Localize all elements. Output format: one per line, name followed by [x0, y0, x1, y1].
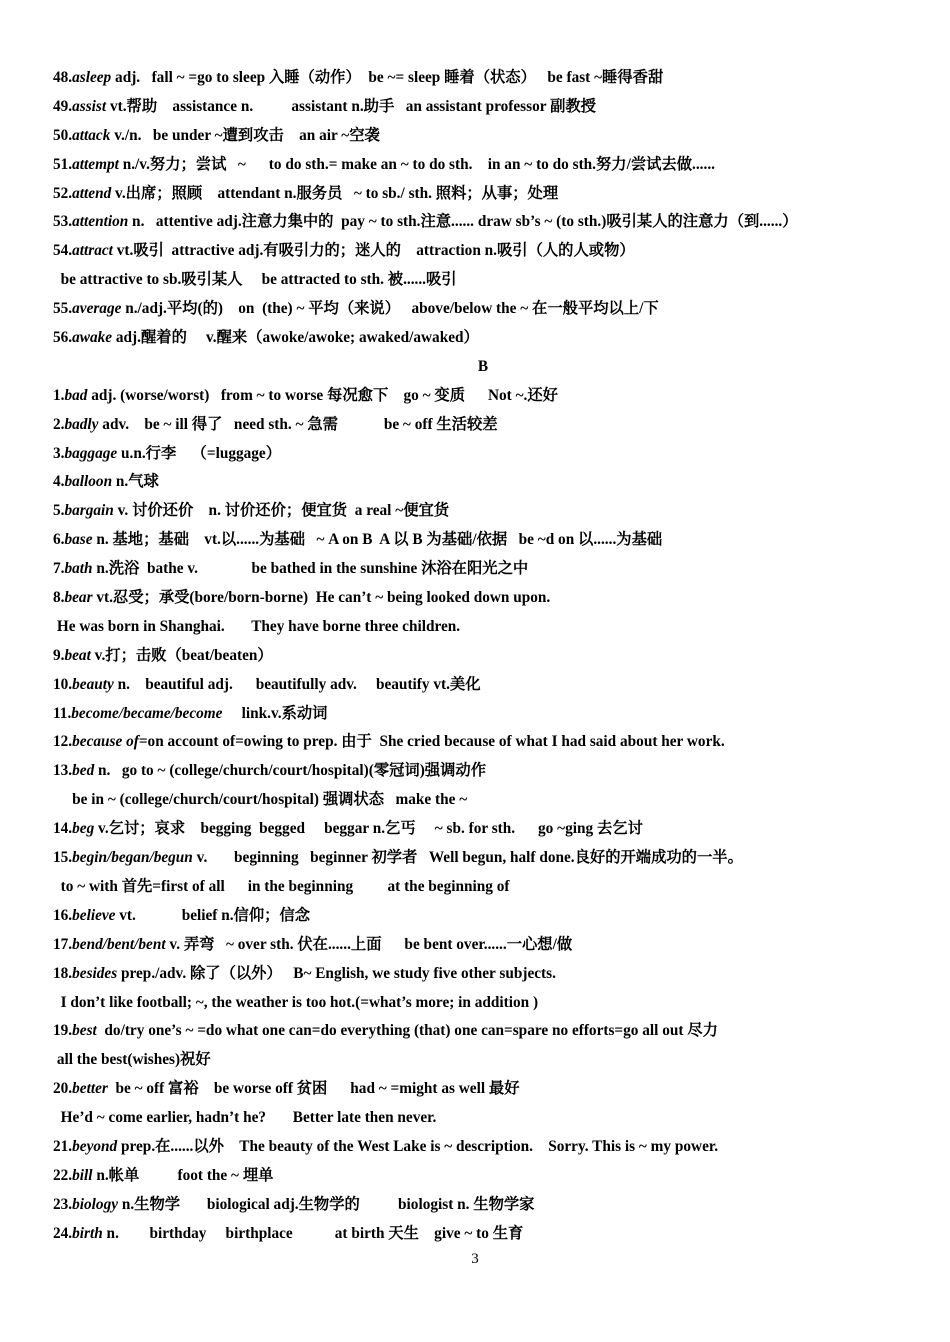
entry-number: 13. — [53, 762, 73, 780]
entry-number: 23. — [53, 1195, 73, 1213]
vocab-entry — [53, 931, 913, 960]
entry-text: be attractive to sb.吸引某人 be attracted to sth. 被......吸引 — [53, 271, 457, 289]
vocab-entry — [53, 93, 913, 122]
entry-text: n. birthday birthplace at birth 天生 give ~ to 生育 — [102, 1224, 524, 1242]
entry-number: 20. — [53, 1080, 73, 1098]
vocab-entry — [53, 960, 913, 989]
entry-number: 17. — [53, 935, 73, 953]
headword: beauty — [72, 675, 114, 693]
vocab-entry — [53, 815, 913, 844]
headword: asleep — [72, 69, 112, 86]
entry-number: 6. — [53, 531, 65, 549]
vocab-entry — [53, 237, 913, 266]
section-heading — [53, 353, 913, 382]
vocab-entry — [53, 411, 913, 440]
entry-number: 9. — [53, 646, 65, 664]
entry-number: 48. — [53, 69, 73, 86]
entry-number: 22. — [53, 1166, 73, 1184]
entry-number: 8. — [53, 589, 65, 607]
vocab-entry — [53, 584, 913, 613]
vocab-entry — [53, 497, 913, 526]
entry-text: be ~ off 富裕 be worse off 贫困 had ~ =might as well 最好 — [107, 1080, 520, 1098]
headword: because of — [72, 733, 139, 751]
headword: assist — [72, 97, 107, 115]
headword: besides — [72, 964, 118, 982]
vocab-entry — [53, 700, 913, 729]
vocab-entry — [53, 295, 913, 324]
entry-number: 1. — [53, 386, 65, 404]
headword: beat — [64, 646, 91, 664]
entry-number: 52. — [53, 184, 73, 202]
entry-number: 56. — [53, 329, 73, 347]
vocab-entry — [53, 440, 913, 469]
headword: bad — [64, 386, 88, 404]
entry-text: all the best(wishes)祝好 — [53, 1051, 211, 1069]
entry-text: v.乞讨；哀求 begging begged beggar n.乞丐 ~ sb. for sth. go ~ging 去乞讨 — [94, 820, 643, 838]
entry-text: n. attentive adj.注意力集中的 pay ~ to sth.注意...... draw sb’s ~ (to sth.)吸引某人的注意力（到......） — [128, 213, 798, 231]
headword: awake — [72, 329, 113, 347]
entry-text: He was born in Shanghai. They have borne three children. — [53, 617, 461, 635]
entry-text: vt.吸引 attractive adj.有吸引力的；迷人的 attraction n.吸引（人的人或物） — [112, 242, 635, 260]
entry-number: 50. — [53, 126, 73, 144]
entry-text: n./v.努力；尝试 ~ to do sth.= make an ~ to do sth. in an ~ to do sth.努力/尝试去做...... — [118, 155, 715, 173]
entry-text: be in ~ (college/church/court/hospital) 强调状态 make the ~ — [53, 791, 468, 809]
headword: base — [64, 531, 93, 549]
entry-text: vt. belief n.信仰；信念 — [115, 906, 311, 924]
vocab-entry — [53, 468, 913, 497]
vocab-entry — [53, 180, 913, 209]
entry-text: v.打；击败（beat/beaten） — [90, 646, 273, 664]
entry-number: 21. — [53, 1137, 73, 1155]
entry-text: u.n.行李 （=luggage） — [117, 444, 282, 462]
vocab-entry — [53, 1191, 913, 1220]
headword: bear — [64, 589, 93, 607]
vocab-entry — [53, 208, 913, 237]
entry-text: adj.醒着的 v.醒来（awoke/awoke; awaked/awaked） — [112, 329, 479, 347]
entry-text: n. beautiful adj. beautifully adv. beautify vt.美化 — [113, 675, 481, 693]
entry-number: 24. — [53, 1224, 73, 1242]
vocab-entry — [53, 1017, 913, 1046]
headword: better — [72, 1080, 108, 1098]
entry-number: 12. — [53, 733, 73, 751]
entry-number: 2. — [53, 415, 65, 433]
headword: bed — [72, 762, 95, 780]
entry-text: prep./adv. 除了（以外） B~ English, we study five other subjects. — [117, 964, 556, 982]
vocab-entry — [53, 1220, 913, 1249]
vocab-entry — [53, 555, 913, 584]
vocab-entry-continuation — [53, 266, 913, 295]
vocab-entry — [53, 1133, 913, 1162]
vocab-entry — [53, 902, 913, 931]
entry-text: link.v.系动词 — [222, 704, 328, 722]
headword: birth — [72, 1224, 103, 1242]
entry-text: prep.在......以外 The beauty of the West Lake is ~ description. Sorry. This is ~ my power. — [117, 1137, 719, 1155]
vocab-entry — [53, 642, 913, 671]
entry-number: 19. — [53, 1022, 73, 1040]
headword: biology — [72, 1195, 119, 1213]
vocab-entry — [53, 1162, 913, 1191]
entry-number: 3. — [53, 444, 65, 462]
entry-text: v./n. be under ~遭到攻击 an air ~空袭 — [110, 126, 380, 144]
entry-number: 10. — [53, 675, 73, 693]
entry-text: v.出席；照顾 attendant n.服务员 ~ to sb./ sth. 照料；从事；处理 — [111, 184, 559, 202]
headword: beyond — [72, 1137, 118, 1155]
entry-text: vt.帮助 assistance n. assistant n.助手 an assistant professor 副教授 — [106, 97, 596, 115]
headword: best — [72, 1022, 97, 1040]
headword: bill — [72, 1166, 93, 1184]
vocab-entry — [53, 526, 913, 555]
headword: baggage — [64, 444, 118, 462]
vocab-entry — [53, 324, 913, 353]
headword: balloon — [64, 473, 113, 491]
vocab-entry — [53, 844, 913, 873]
entry-number: 14. — [53, 820, 73, 838]
entry-text: n.帐单 foot the ~ 埋单 — [92, 1166, 274, 1184]
entry-text: vt.忍受；承受(bore/born-borne) He can’t ~ being looked down upon. — [92, 589, 551, 607]
headword: bath — [64, 560, 93, 578]
vocab-entry — [53, 64, 913, 93]
entry-text: adj. (worse/worst) from ~ to worse 每况愈下 go ~ 变质 Not ~.还好 — [87, 386, 558, 404]
headword: badly — [64, 415, 99, 433]
entry-number: 51. — [53, 155, 73, 173]
entry-number: 7. — [53, 560, 65, 578]
vocab-entry-continuation — [53, 786, 913, 815]
entry-number: 18. — [53, 964, 73, 982]
vocab-entry — [53, 728, 913, 757]
vocab-entry — [53, 757, 913, 786]
vocab-entry — [53, 671, 913, 700]
vocab-entry — [53, 1075, 913, 1104]
headword: attack — [72, 126, 111, 144]
headword: attempt — [72, 155, 119, 173]
vocab-entry-continuation — [53, 989, 913, 1018]
entry-text: He’d ~ come earlier, hadn’t he? Better late then never. — [53, 1109, 437, 1127]
headword: average — [72, 300, 122, 318]
entry-text: n./adj.平均(的) on (the) ~ 平均（来说） above/below the ~ 在一般平均以上/下 — [121, 300, 659, 318]
entry-number: 55. — [53, 300, 73, 318]
entry-number: 11. — [53, 704, 72, 722]
entry-text: I don’t like football; ~, the weather is too hot.(=what’s more; in addition ) — [53, 993, 539, 1011]
entry-text: n.气球 — [112, 473, 159, 491]
vocab-entry-continuation — [53, 613, 913, 642]
entry-number: 4. — [53, 473, 65, 491]
headword: believe — [72, 906, 116, 924]
entry-number: 53. — [53, 213, 73, 231]
entry-number: 54. — [53, 242, 73, 260]
headword: attract — [72, 242, 113, 260]
document-body — [53, 64, 913, 1249]
headword: bargain — [64, 502, 114, 520]
entry-text: to ~ with 首先=first of all in the beginning at the beginning of — [53, 877, 510, 895]
headword: attend — [72, 184, 112, 202]
entry-text: adj. fall ~ =go to sleep 入睡（动作） be ~= sleep 睡着（状态） be fast ~睡得香甜 — [111, 69, 664, 86]
entry-text: n.洗浴 bathe v. be bathed in the sunshine 沐浴在阳光之中 — [92, 560, 529, 578]
entry-text: do/try one’s ~ =do what one can=do everything (that) one can=spare no efforts=go all out 尽力 — [96, 1022, 718, 1040]
entry-text: v. 讨价还价 n. 讨价还价；便宜货 a real ~便宜货 — [113, 502, 450, 520]
vocab-entry — [53, 382, 913, 411]
entry-text: n.生物学 biological adj.生物学的 biologist n. 生物学家 — [118, 1195, 535, 1213]
page-number: 3 — [471, 1251, 479, 1267]
headword: attention — [72, 213, 129, 231]
entry-text: =on account of=owing to prep. 由于 She cried because of what I had said about her work. — [138, 733, 725, 751]
entry-text: v. beginning beginner 初学者 Well begun, half done.良好的开端成功的一半。 — [192, 849, 743, 867]
headword: begin/began/begun — [72, 849, 193, 867]
entry-number: 15. — [53, 849, 73, 867]
entry-number: 16. — [53, 906, 73, 924]
entry-number: 49. — [53, 97, 73, 115]
vocab-entry-continuation — [53, 873, 913, 902]
entry-number: 5. — [53, 502, 65, 520]
entry-text: n. go to ~ (college/church/court/hospital)(零冠词)强调动作 — [94, 762, 486, 780]
vocab-entry-continuation — [53, 1046, 913, 1075]
entry-text: B — [477, 357, 489, 375]
entry-text: adv. be ~ ill 得了 need sth. ~ 急需 be ~ off 生活较差 — [98, 415, 498, 433]
headword: bend/bent/bent — [72, 935, 166, 953]
headword: become/became/become — [71, 704, 223, 722]
vocab-entry — [53, 151, 913, 180]
entry-text: n. 基地；基础 vt.以......为基础 ~ A on B A 以 B 为基础/依据 be ~d on 以......为基础 — [92, 531, 663, 549]
headword: beg — [72, 820, 95, 838]
vocab-entry — [53, 122, 913, 151]
vocab-entry-continuation — [53, 1104, 913, 1133]
entry-text: v. 弄弯 ~ over sth. 伏在......上面 be bent over......一心想/做 — [165, 935, 573, 953]
